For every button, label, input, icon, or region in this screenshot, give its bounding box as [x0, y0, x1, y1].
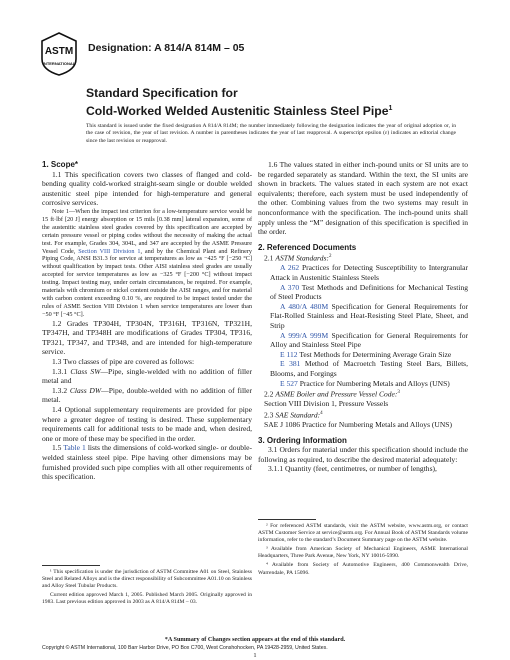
reference-title: Practice for Numbering Metals and Alloys (UNS): [299, 378, 450, 388]
para-1-5-num: 1.5: [52, 443, 62, 453]
reference-title: Specification for General Requirements for Flat-Rolled Stainless and Heat-Resisting Steel Plate, Sheet, and Strip: [270, 301, 469, 331]
footnote-1-b: Current edition approved March 1, 2005. Published March 2005. Originally approved in 1983. Last previous edition approved in 2003 as A 814/A 814M – 03.: [42, 592, 252, 606]
reference-code-link[interactable]: A 262: [280, 263, 300, 273]
class-dw-term: Class DW: [69, 385, 102, 395]
reference-title: Test Methods and Definitions for Mechanical Testing of Steel Products: [270, 282, 468, 302]
astm-standards-num: 2.1: [264, 253, 274, 263]
para-1-3-2: [42, 386, 252, 405]
para-1-3-2-text: —Pipe, double-welded with no addition of filler metal.: [42, 385, 253, 405]
para-3-1: 3.1 Orders for material under this specification should include the following as required, to describe the desired material adequately:: [258, 445, 468, 464]
table-1-link[interactable]: Table 1: [63, 443, 86, 453]
title-main: Cold-Worked Welded Austenitic Stainless Steel Pipe: [86, 104, 389, 119]
title-footnote-ref: 1: [388, 105, 393, 112]
reference-code-link[interactable]: E 527: [280, 378, 298, 388]
reference-item: [258, 283, 468, 302]
reference-title: Specification for General Requirements for Alloy and Stainless Steel Pipe: [270, 330, 469, 350]
asme-footnote-ref: 3: [397, 390, 400, 396]
referenced-documents-heading: 2. Referenced Documents: [258, 242, 357, 252]
asme-item: Section VIII Division 1, Pressure Vessels: [264, 399, 389, 409]
reference-title: Method of Macroetch Testing Steel Bars, Billets, Blooms, and Forgings: [270, 359, 468, 378]
reference-list: [258, 263, 468, 388]
sae-title: SAE Standard:: [275, 410, 321, 420]
para-1-6: 1.6 The values stated in either inch-pound units or SI units are to be regarded separately as standard. Within the text, the SI units are shown in brackets. The values stated in each system are not exact equivalents; therefore, each system must be used independently of the other. Combining values from the two systems may result in nonconformance with the specification. The inch-pound units shall apply unless the “M” designation of this specification is specified in the order.: [258, 160, 468, 237]
note-1: [42, 208, 252, 319]
footnotes-left: [42, 565, 252, 608]
para-1-3: 1.3 Two classes of pipe are covered as follows:: [52, 357, 195, 367]
footnote-2: ² For referenced ASTM standards, visit the ASTM website, www.astm.org, or contact ASTM Customer Service at service@astm.org. For Annual Book of ASTM Standards volume information, refer to the standard’s Document Summary page on the ASTM website.: [258, 523, 468, 544]
title-block: [86, 86, 466, 119]
asme-num: 2.2: [264, 389, 274, 399]
reference-code-link[interactable]: A 370: [280, 282, 300, 292]
reference-item: [258, 331, 468, 350]
reference-item: [258, 359, 468, 378]
title-line-2: [86, 101, 466, 119]
footnote-3: ³ Available from American Society of Mechanical Engineers, ASME International Headquarters, Three Park Avenue, New York, NY 10016-5990.: [258, 546, 468, 560]
reference-item: [258, 379, 468, 389]
copyright: Copyright © ASTM International, 100 Barr Harbor Drive, PO Box C700, West Conshohocken, PA 19428-2959, United States.: [42, 645, 328, 651]
asme-title: ASME Boiler and Pressure Vessel Code:: [275, 389, 398, 399]
reference-title: Practices for Detecting Susceptibility to Intergranular Attack in Austenitic Stainless Steels: [270, 263, 468, 283]
para-1-3-1-num: 1.3.1: [52, 366, 68, 376]
para-3-1-1: 3.1.1 Quantity (feet, centimetres, or number of lengths),: [268, 464, 437, 474]
para-1-5: [42, 443, 252, 481]
reference-item: [258, 350, 468, 360]
right-column: [258, 160, 468, 474]
logo-text: ASTM: [44, 46, 74, 57]
asme-label: [258, 388, 468, 399]
page-number: 1: [253, 652, 257, 659]
note-1-part-a: Note 1—When the impact test criterion for a low-temperature service would be 15 ft·lbf [20 J] energy absorption or 15 mils [0.38 mm] lateral expansion, some of the austenitic stainless steel grades covered by this specification are accepted by certain pressure vessel or piping codes without the necessity of making the actual test. For example, Grades 304, 304L, and 347 are accepted by the ASME Pressure Vessel Code,: [42, 207, 252, 255]
footnotes-right: [258, 519, 468, 579]
section-viii-link[interactable]: Section VIII Division 1: [78, 247, 141, 255]
reference-item: [258, 263, 468, 282]
reference-item: [258, 302, 468, 331]
footnote-rule-left: [42, 565, 100, 566]
sae-num: 2.3: [264, 410, 274, 420]
reference-code-link[interactable]: E 381: [280, 359, 301, 369]
para-1-4: 1.4 Optional supplementary requirements are provided for pipe where a greater degree of testing is desired. These supplementary requirements call for additional tests to be made and, when desired, one or more of these may be specified in the order.: [42, 405, 252, 443]
scope-heading: 1. Scope*: [42, 160, 79, 169]
footnote-4: ⁴ Available from Society of Automotive Engineers, 400 Commonwealth Drive, Warrendale, PA 15096.: [258, 562, 468, 576]
para-1-3-2-num: 1.3.2: [52, 385, 68, 395]
note-1-part-b: , and by the Chemical Plant and Refinery Piping Code, ANSI B31.3 for service at temperatures as low as −425 °F [−250 °C] without qualification by impact tests. Other AISI stainless steel grades are usually accepted for service temperatures as low as −325 °F [−200 °C] without impact testing. Impact testing may, under certain circumstances, be required. For example, materials with chromium or nickel content outside the AISI ranges, and for material with carbon content exceeding 0.10 %, are required to be impact tested under the rules of ASME Section VIII Division 1 when service temperatures are lower than −50 °F [−45 °C].: [42, 247, 252, 318]
issue-note: This standard is issued under the fixed designation A 814/A 814M; the number immediately following the designation indicates the year of original adoption or, in the case of revision, the year of last revision. A number in parentheses indicates the year of last reapproval. A superscript epsilon (ε) indicates an editorial change since the last revision or reapproval.: [86, 123, 456, 144]
para-1-1: 1.1 This specification covers two classes of flanged and cold-bending quality cold-worked straight-seam single or double welded austenitic steel pipe intended for high-temperature and general corrosive services.: [42, 169, 252, 208]
astm-standards-label: [258, 252, 468, 263]
astm-footnote-ref: 2: [328, 254, 332, 260]
sae-label: [258, 409, 468, 420]
designation: Designation: A 814/A 814M – 05: [88, 42, 245, 54]
title-line-1: Standard Specification for: [86, 86, 238, 100]
footnote-rule-right: [258, 519, 316, 520]
logo-subtext: INTERNATIONAL: [42, 61, 76, 66]
footnote-1: ¹ This specification is under the jurisdiction of ASTM Committee A01 on Steel, Stainless Steel and Related Alloys and is the direct responsibility of Subcommittee A01.10 on Stainless and Alloy Steel Tubular Products.: [42, 569, 252, 590]
sae-footnote-ref: 4: [320, 410, 323, 416]
reference-title: Test Methods for Determining Average Grain Size: [299, 349, 452, 359]
para-1-2: 1.2 Grades TP304H, TP304N, TP316H, TP316N, TP321H, TP347H, and TP348H are modifications of Grades TP304, TP316, TP321, TP347, and TP348, and are intended for high-temperature service.: [42, 318, 252, 357]
sae-item: SAE J 1086 Practice for Numbering Metals and Alloys (UNS): [264, 419, 453, 429]
astm-logo: [40, 32, 78, 76]
reference-code-link[interactable]: A 480/A 480M: [280, 301, 329, 311]
para-1-5-text: lists the dimensions of cold-worked single- or double-welded stainless steel pipe. Pipe having other dimensions may be furnished provided such pipe complies with all other requirements of this specification.: [42, 443, 253, 482]
reference-code-link[interactable]: A 999/A 999M: [280, 330, 329, 340]
left-column: [42, 160, 252, 482]
astm-standards-title: ASTM Standards:: [275, 253, 329, 263]
reference-code-link[interactable]: E 112: [280, 349, 298, 359]
para-1-3-1: [42, 367, 252, 386]
ordering-heading: 3. Ordering Information: [258, 435, 347, 445]
class-sw-term: Class SW: [70, 366, 101, 376]
summary-of-changes-note: *A Summary of Changes section appears at the end of this standard.: [164, 636, 346, 643]
para-1-3-1-text: —Pipe, single-welded with no addition of filler metal and: [42, 366, 252, 386]
